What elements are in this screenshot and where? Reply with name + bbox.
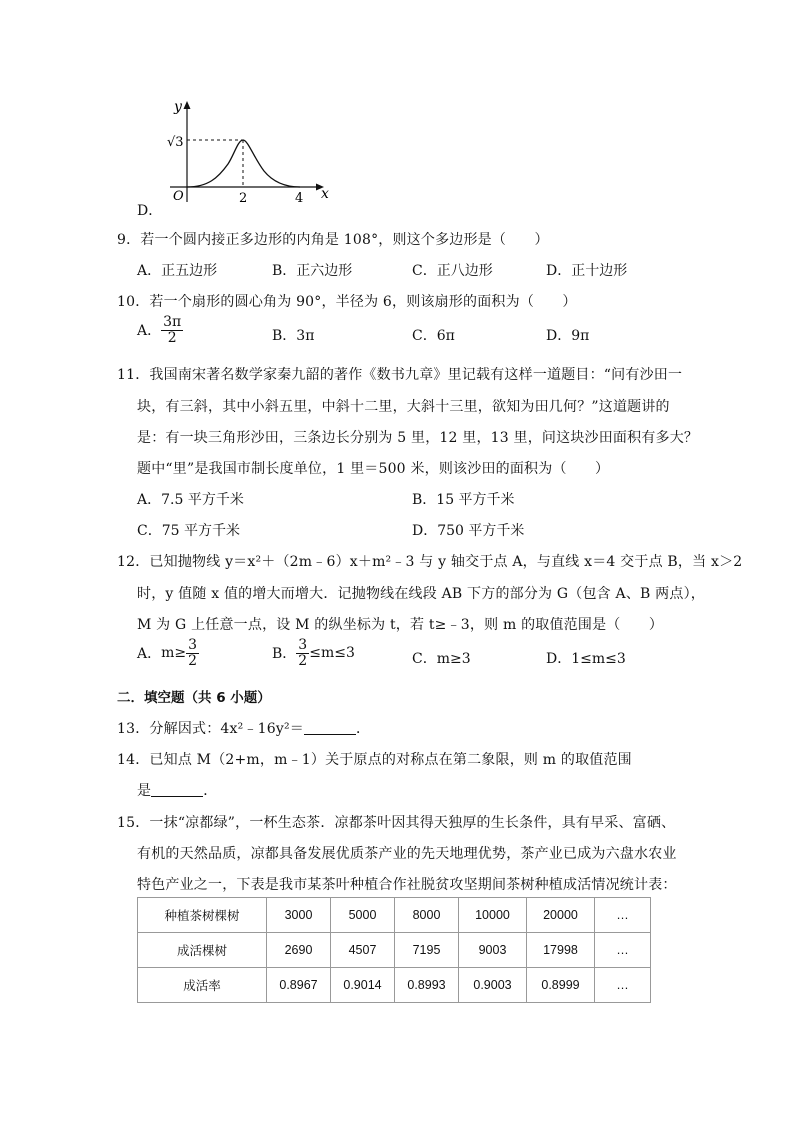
fraction-numerator: 3 — [188, 637, 198, 653]
q13-text: 13．分解因式：4x²﹣16y²＝ — [117, 721, 304, 737]
table-cell: 0.9014 — [331, 968, 395, 1003]
q12-option-a-label: A． — [137, 646, 162, 663]
x-tick-4: 4 — [295, 191, 304, 206]
fraction-numerator: 3 — [298, 637, 308, 653]
q12-line-3: M 为 G 上任意一点，设 M 的纵坐标为 t，若 t≥﹣3，则 m 的取值范围是（ ） — [137, 617, 664, 633]
table-row — [138, 898, 651, 933]
tea-survival-table — [137, 897, 651, 1003]
fraction-denominator: 2 — [188, 652, 198, 669]
table-cell: 20000 — [527, 898, 595, 933]
q12-option-c[interactable]: C．m≥3 — [412, 651, 471, 667]
table-cell: … — [595, 968, 651, 1003]
q11-line-2: 块，有三斜，其中小斜五里，中斜十二里，大斜十三里，欲知为田几何？”这道题讲的 — [137, 399, 670, 415]
q9-option-a[interactable]: A．正五边形 — [137, 263, 218, 279]
table-cell: … — [595, 933, 651, 968]
q9-option-b[interactable]: B．正六边形 — [272, 263, 353, 279]
y-axis-arrow — [184, 101, 191, 109]
table-cell: 4507 — [331, 933, 395, 968]
y-axis-label: y — [174, 99, 182, 115]
table-cell: 3000 — [267, 898, 331, 933]
x-tick-2: 2 — [239, 191, 248, 206]
q12-line-1: 12．已知抛物线 y＝x²＋（2m﹣6）x＋m²﹣3 与 y 轴交于点 A，与直线 x＝4 交于点 B，当 x＞2 — [117, 554, 743, 570]
table-row — [138, 968, 651, 1003]
table-cell: 10000 — [459, 898, 527, 933]
table-cell: 0.8993 — [395, 968, 459, 1003]
q14-answer-blank[interactable] — [151, 784, 203, 797]
q12-option-b[interactable] — [272, 638, 355, 668]
q10-option-d[interactable]: D．9π — [546, 328, 590, 344]
fraction-denominator: 2 — [298, 652, 308, 669]
q9-option-c[interactable]: C．正八边形 — [412, 263, 493, 279]
q12-option-b-relation: ≤m≤3 — [309, 645, 355, 662]
q13-answer-blank[interactable] — [304, 722, 356, 735]
table-header-cell: 成活率 — [138, 968, 267, 1003]
q10-option-a[interactable] — [137, 315, 183, 345]
q12-option-a-fraction — [186, 638, 199, 668]
fraction-numerator: 3π — [163, 314, 182, 330]
origin-label: O — [173, 189, 184, 204]
q11-option-d[interactable]: D．750 平方千米 — [412, 523, 525, 539]
table-cell: 0.9003 — [459, 968, 527, 1003]
q12-option-a-relation: m≥ — [161, 645, 187, 662]
q14-text: 是 — [137, 783, 152, 799]
q15-line-1: 15．一抹“凉都绿”，一杯生态茶．凉都茶叶因其得天独厚的生长条件，具有早采、富硒、 — [117, 815, 676, 831]
q11-line-4: 题中“里”是我国市制长度单位，1 里＝500 米，则该沙田的面积为（ ） — [137, 461, 610, 477]
q11-option-a[interactable]: A．7.5 平方千米 — [137, 492, 244, 508]
q15-line-3: 特色产业之一，下表是我市某茶叶种植合作社脱贫攻坚期间茶树种植成活情况统计表： — [137, 877, 677, 893]
q12-option-a[interactable] — [137, 638, 199, 668]
x-axis-label: x — [321, 186, 329, 202]
section-fill-in-header: 二．填空题（共 6 小题） — [117, 690, 271, 706]
q14-line-2 — [137, 780, 217, 800]
q10-option-a-label: A． — [137, 323, 162, 340]
q12-option-d[interactable]: D．1≤m≤3 — [546, 651, 626, 667]
q9-option-d[interactable]: D．正十边形 — [546, 263, 628, 279]
y-tick-sqrt3: √3 — [167, 135, 184, 150]
table-cell: 9003 — [459, 933, 527, 968]
q9-stem: 9．若一个圆内接正多边形的内角是 108°，则这个多边形是（ ） — [117, 232, 549, 248]
table-cell: 0.8999 — [527, 968, 595, 1003]
q11-option-b[interactable]: B．15 平方千米 — [412, 492, 515, 508]
table-cell: 8000 — [395, 898, 459, 933]
q14-period: ． — [203, 783, 218, 799]
q13-stem — [117, 718, 370, 738]
q11-line-1: 11．我国南宋著名数学家秦九韶的著作《数书九章》里记载有这样一道题目：“问有沙田一 — [117, 367, 683, 383]
q15-line-2: 有机的天然品质，凉都具备发展优质茶产业的先天地理优势，茶产业已成为六盘水农业 — [137, 846, 677, 862]
q10-option-a-fraction — [161, 315, 183, 345]
q12-option-b-fraction — [296, 638, 309, 668]
table-cell: … — [595, 898, 651, 933]
q12-line-2: 时，y 值随 x 值的增大而增大．记抛物线在线段 AB 下方的部分为 G（包含 A、B 两点）， — [137, 586, 705, 602]
q10-stem: 10．若一个扇形的圆心角为 90°，半径为 6，则该扇形的面积为（ ） — [117, 294, 577, 310]
option-d-label: D． — [137, 203, 163, 219]
fraction-denominator: 2 — [167, 329, 177, 346]
q12-option-b-label: B． — [272, 646, 297, 663]
table-cell: 0.8967 — [267, 968, 331, 1003]
table-cell: 7195 — [395, 933, 459, 968]
table-cell: 5000 — [331, 898, 395, 933]
q13-period: ． — [355, 721, 371, 737]
table-cell: 17998 — [527, 933, 595, 968]
q11-option-c[interactable]: C．75 平方千米 — [137, 523, 240, 539]
table-header-cell: 种植茶树棵树 — [138, 898, 267, 933]
option-d-graph — [130, 96, 340, 214]
q10-option-c[interactable]: C．6π — [412, 328, 455, 344]
q14-line-1: 14．已知点 M（2+m，m﹣1）关于原点的对称点在第二象限，则 m 的取值范围 — [117, 752, 632, 768]
q11-line-3: 是：有一块三角形沙田，三条边长分别为 5 里，12 里，13 里，问这块沙田面积有多大？ — [137, 430, 699, 446]
q10-option-b[interactable]: B．3π — [272, 328, 315, 344]
table-row — [138, 933, 651, 968]
table-cell: 2690 — [267, 933, 331, 968]
table-header-cell: 成活棵树 — [138, 933, 267, 968]
